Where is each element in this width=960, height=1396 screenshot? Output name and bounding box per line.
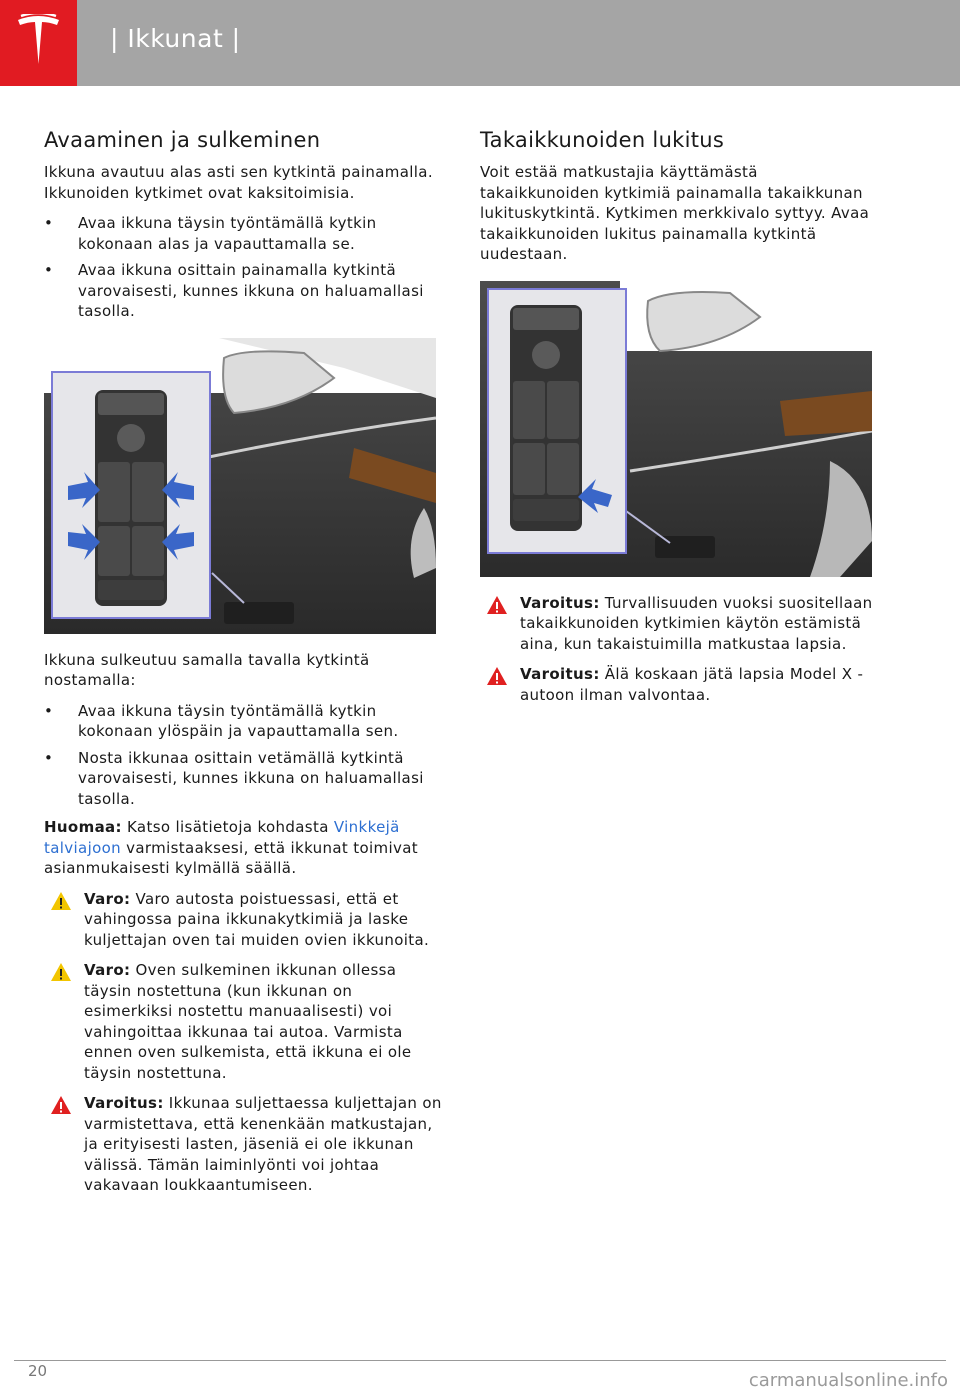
list-item: • Avaa ikkuna täysin työntämällä kytkin kokonaan ylöspäin ja vapauttamalla sen. <box>44 701 399 740</box>
warning-box: Varoitus: Ikkunaa suljettaessa kuljettajan on varmistettava, että kenenkään matkustajan, ja erityisesti lasten, jäseniä ei ole ikkunan välissä. Tämän laiminlyönti voi johtaa vakavaan loukkaantumiseen. <box>44 1093 444 1196</box>
tesla-logo-icon <box>15 14 62 70</box>
page-header <box>0 0 960 86</box>
note-label: Huomaa: <box>44 818 122 836</box>
close-bullet-list <box>44 701 444 810</box>
caution-triangle-icon <box>50 962 72 982</box>
rear-lock-paragraph: Voit estää matkustajia käyttämästä takaikkunoiden kytkimiä painamalla takaikkunan lukituskytkintä. Kytkimen merkkivalo syttyy. Avaa takaikkunoiden lukitus painamalla kytkintä uudestaan. <box>480 163 870 263</box>
rear-window-lock-illustration <box>480 281 872 577</box>
list-item: • Avaa ikkuna täysin työntämällä kytkin kokonaan alas ja vapauttamalla se. <box>44 214 377 253</box>
bullet-icon: • <box>44 701 54 720</box>
warning-triangle-icon <box>50 1095 72 1115</box>
warning-triangle-icon <box>486 595 508 615</box>
caution-triangle-icon <box>50 891 72 911</box>
close-intro: Ikkuna sulkeutuu samalla tavalla kytkintä nostamalla: <box>44 650 370 689</box>
bullet-icon: • <box>44 748 54 767</box>
window-switch-illustration <box>44 338 436 634</box>
heading-open-close: Avaaminen ja sulkeminen <box>44 128 321 152</box>
caution-box: Varo: Oven sulkeminen ikkunan ollessa täysin nostettuna (kun ikkunan on esimerkiksi nostettu manuaalisesti) voi vahingoittaa ikkunaa tai autoa. Varmista ennen oven sulkemista, että ikkuna ei ole täysin nostettuna. <box>44 960 444 1083</box>
list-item: • Avaa ikkuna osittain painamalla kytkintä varovaisesti, kunnes ikkuna on haluamallasi tasolla. <box>44 261 424 320</box>
warning-box: Varoitus: Turvallisuuden vuoksi suositellaan takaikkunoiden kytkimien käytön estämistä aina, kun takaistuimilla matkustaa lapsia. <box>480 593 880 655</box>
intro-paragraph: Ikkuna avautuu alas asti sen kytkintä painamalla. Ikkunoiden kytkimet ovat kaksitoimisia. <box>44 163 433 202</box>
right-column <box>480 128 880 715</box>
watermark: carmanualsonline.info <box>748 1370 948 1391</box>
left-column <box>44 128 444 1206</box>
winter-note: Huomaa: Katso lisätietoja kohdasta Vinkkejä talviajoon varmistaaksesi, että ikkunat toimivat asianmukaisesti kylmällä säällä. <box>44 818 419 877</box>
list-item: • Nosta ikkunaa osittain vetämällä kytkintä varovaisesti, kunnes ikkuna on haluamallasi tasolla. <box>44 748 424 808</box>
open-bullet-list <box>44 213 444 322</box>
section-title: | Ikkunat | <box>110 24 241 53</box>
warning-box: Varoitus: Älä koskaan jätä lapsia Model X -autoon ilman valvontaa. <box>480 664 880 705</box>
caution-box: Varo: Varo autosta poistuessasi, että et vahingossa paina ikkunakytkimiä ja laske kuljettajan oven tai muiden ovien ikkunoita. <box>44 889 444 951</box>
bullet-icon: • <box>44 261 54 279</box>
winter-driving-link[interactable]: Vinkkejä talviajoon <box>44 818 400 857</box>
footer-divider <box>14 1360 946 1361</box>
page-number: 20 <box>28 1362 48 1380</box>
brand-logo <box>0 0 77 86</box>
bullet-icon: • <box>44 214 54 232</box>
heading-rear-lock: Takaikkunoiden lukitus <box>480 128 725 152</box>
warning-triangle-icon <box>486 666 508 686</box>
